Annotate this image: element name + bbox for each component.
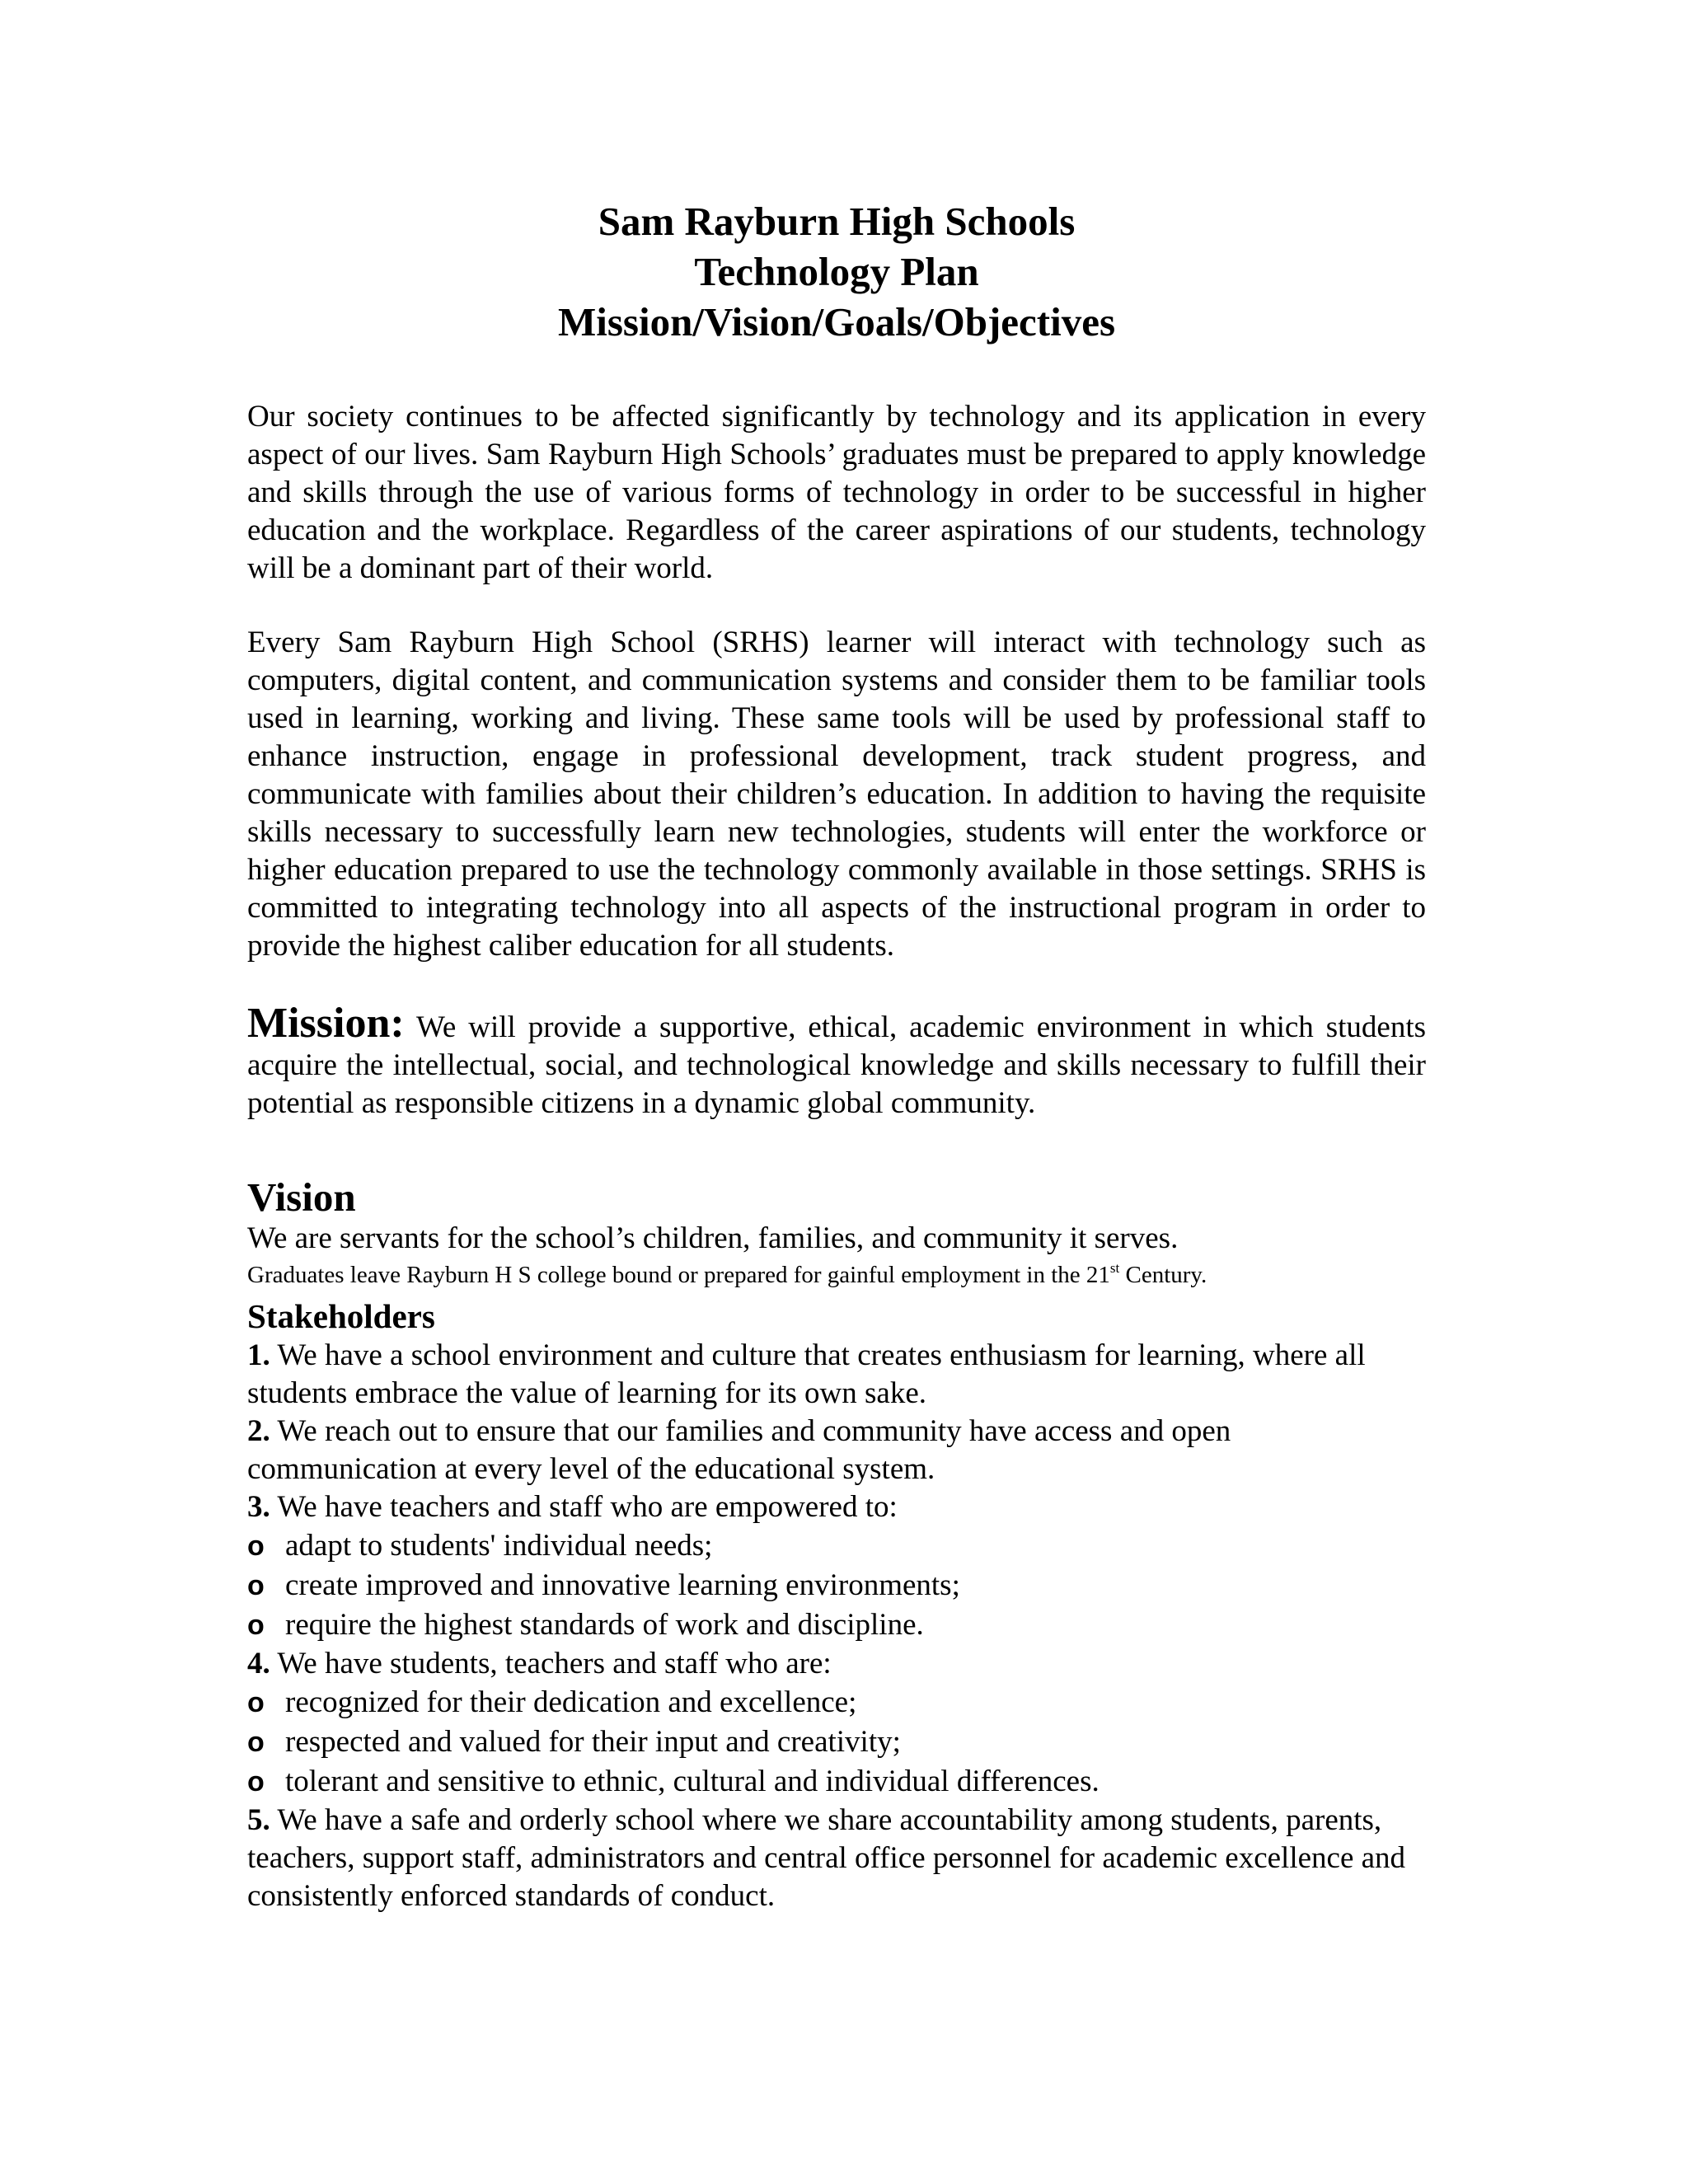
bullet-text: respected and valued for their input and creativity; [285,1725,901,1759]
item-text: We have a safe and orderly school where we share accountability among students, parents, teachers, support staff, administrators and central office personnel for academic excellence and consistently enforced standards of conduct. [247,1803,1406,1913]
intro-paragraph-1: Our society continues to be affected significantly by technology and its application in every aspect of our lives. Sam Rayburn High Schools’ graduates must be prepared to apply knowledge and skills through the use of various forms of technology in order to be successful in higher education and the workplace. Regardless of the career aspirations of our students, technology will be a dominant part of their world. [247,400,1426,585]
vision-heading: Vision [247,1174,356,1220]
mission-statement [247,1000,1426,1122]
item-text: We have a school environment and culture that creates enthusiasm for learning, where all students embrace the value of learning for its own sake. [247,1338,1366,1410]
item-text: We have students, teachers and staff who are: [270,1647,832,1680]
ordinal-suffix: st [1109,1260,1120,1276]
item-number: 1. [247,1338,270,1372]
bullet-item [247,1566,1426,1605]
stakeholders-heading: Stakeholders [247,1297,435,1335]
intro-paragraph-2: Every Sam Rayburn High School (SRHS) learner will interact with technology such as computers, digital content, and communication systems and consider them to be familiar tools used in learning, working and living. These same tools will be used by professional staff to enhance instruction, engage in professional development, track student progress, and communicate with families about their children’s education. In addition to having the requisite skills necessary to successfully learn new technologies, students will enter the workforce or higher education prepared to use the technology commonly available in those settings. SRHS is committed to integrating technology into all aspects of the instructional program in order to provide the highest caliber education for all students. [247,626,1426,963]
bullet-text: tolerant and sensitive to ethnic, cultural and individual differences. [285,1765,1100,1798]
mission-label: Mission: [247,1000,405,1047]
hollow-bullet-icon: o [247,1766,265,1797]
stakeholder-item-5 [247,1802,1426,1915]
bullet-item [247,1605,1426,1645]
stakeholder-item-3 [247,1488,1426,1526]
item-number: 3. [247,1490,270,1524]
bullet-item [247,1683,1426,1722]
bullet-text: create improved and innovative learning environments; [285,1568,960,1602]
graduates-century: Century. [1119,1262,1207,1288]
bullet-item [247,1762,1426,1802]
hollow-bullet-icon: o [247,1687,265,1718]
item-number: 4. [247,1647,270,1680]
hollow-bullet-icon: o [247,1570,265,1601]
bullet-item [247,1526,1426,1566]
bullet-item [247,1722,1426,1762]
hollow-bullet-icon: o [247,1530,265,1562]
vision-statement: We are servants for the school’s children, families, and community it serves. [247,1221,1179,1255]
title-line-sections: Mission/Vision/Goals/Objectives [557,299,1116,344]
mission-text: We will provide a supportive, ethical, academic environment in which students acquire the intellectual, social, and technological knowledge and skills necessary to fulfill their potential as responsible citizens in a dynamic global community. [247,1010,1426,1120]
item-number: 5. [247,1803,270,1837]
bullet-text: recognized for their dedication and excellence; [285,1685,857,1719]
vision-graduates-note [247,1258,1426,1292]
stakeholder-item-2 [247,1413,1426,1488]
item-text: We have teachers and staff who are empowered to: [270,1490,898,1524]
item-number: 2. [247,1414,270,1448]
graduates-text: Graduates leave Rayburn H S college bound or prepared for gainful employment in the 21 [247,1262,1110,1288]
title-line-school: Sam Rayburn High Schools [598,199,1076,244]
bullet-text: require the highest standards of work and discipline. [285,1608,924,1642]
document-title [247,196,1426,347]
hollow-bullet-icon: o [247,1610,265,1641]
hollow-bullet-icon: o [247,1727,265,1758]
stakeholder-item-1 [247,1337,1426,1413]
title-line-plan: Technology Plan [694,249,979,294]
document-page [247,196,1426,1915]
item-text: We reach out to ensure that our families and community have access and open communication at every level of the educational system. [247,1414,1231,1486]
stakeholder-item-4 [247,1645,1426,1683]
bullet-text: adapt to students' individual needs; [285,1529,713,1563]
